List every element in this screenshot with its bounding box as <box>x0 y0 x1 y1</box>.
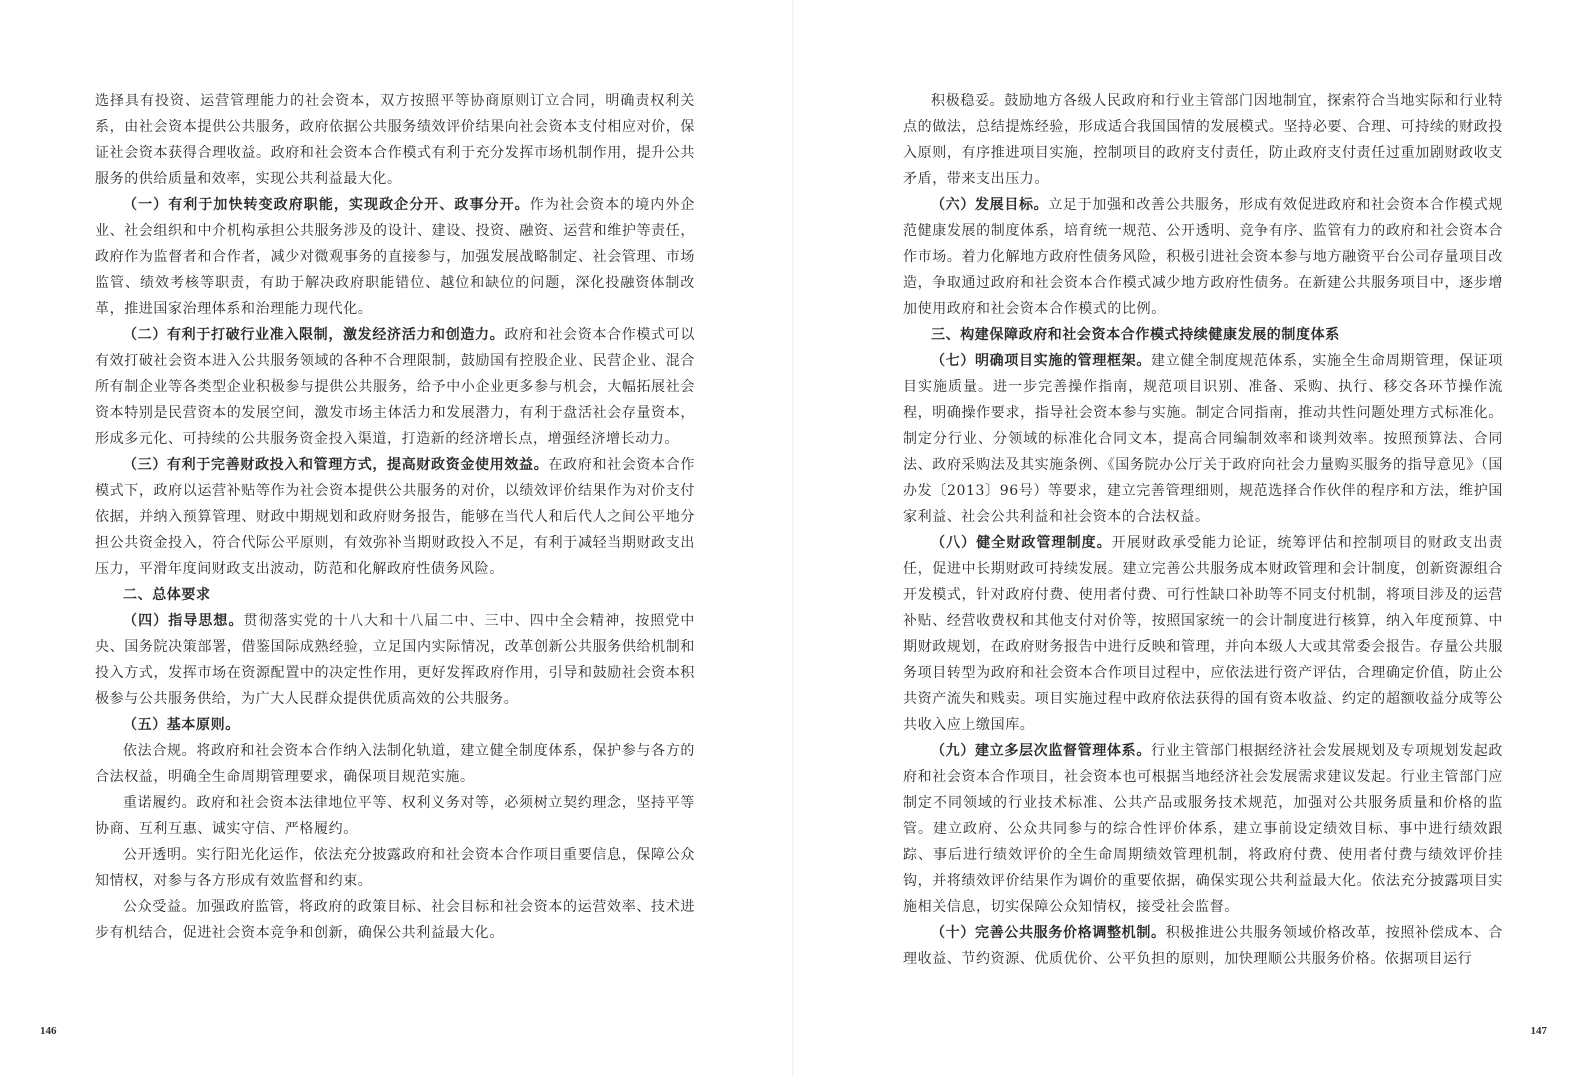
paragraph <box>903 192 1503 322</box>
paragraph: 公开透明。实行阳光化运作，依法充分披露政府和社会资本合作项目重要信息，保障公众知情权，对参与各方形成有效监督和约束。 <box>95 847 695 889</box>
page-number: 147 <box>1530 1025 1547 1037</box>
paragraph-body: 政府和社会资本合作模式可以有效打破社会资本进入公共服务领域的各种不合理限制，鼓励国有控股企业、民营企业、混合所有制企业等各类型企业积极参与提供公共服务，给予中小企业更多参与机会，大幅拓展社会资本特别是民营资本的发展空间，激发市场主体活力和发展潜力，有利于盘活社会存量资本，形成多元化、可持续的公共服务资金投入渠道，打造新的经济增长点，增强经济增长动力。 <box>95 327 695 447</box>
paragraph-body: 贯彻落实党的十八大和十八届二中、三中、四中全会精神，按照党中央、国务院决策部署，借鉴国际成熟经验，立足国内实际情况，改革创新公共服务供给机制和投入方式，发挥市场在资源配置中的决定性作用，更好发挥政府作用，引导和鼓励社会资本积极参与公共服务供给，为广大人民群众提供优质高效的公共服务。 <box>95 613 695 707</box>
paragraph <box>95 608 695 712</box>
right-page <box>794 0 1587 1077</box>
paragraph <box>95 712 695 738</box>
paragraph-lead: （十）完善公共服务价格调整机制。 <box>931 925 1166 941</box>
paragraph-lead: （八）健全财政管理制度。 <box>931 535 1112 551</box>
paragraph-body: 作为社会资本的境内外企业、社会组织和中介机构承担公共服务涉及的设计、建设、投资、融资、运营和维护等责任，政府作为监督者和合作者，减少对微观事务的直接参与，加强发展战略制定、社会管理、市场监管、绩效考核等职责，有助于解决政府职能错位、越位和缺位的问题，深化投融资体制改革，推进国家治理体系和治理能力现代化。 <box>95 197 695 317</box>
paragraph-lead: （七）明确项目实施的管理框架。 <box>931 353 1152 369</box>
paragraph-body: 积极推进公共服务领域价格改革，按照补偿成本、合理收益、节约资源、优质优价、公平负担的原则，加快理顺公共服务价格。依据项目运行 <box>903 925 1503 967</box>
paragraph-body: 立足于加强和改善公共服务，形成有效促进政府和社会资本合作模式规范健康发展的制度体系，培育统一规范、公开透明、竞争有序、监管有力的政府和社会资本合作市场。着力化解地方政府性债务风险，积极引进社会资本参与地方融资平台公司存量项目改造，争取通过政府和社会资本合作模式减少地方政府性债务。在新建公共服务项目中，逐步增加使用政府和社会资本合作模式的比例。 <box>903 197 1503 317</box>
left-page <box>0 0 793 1077</box>
section-heading: 二、总体要求 <box>123 587 211 603</box>
paragraph: 依法合规。将政府和社会资本合作纳入法制化轨道，建立健全制度体系，保护参与各方的合法权益，明确全生命周期管理要求，确保项目规范实施。 <box>95 743 695 785</box>
paragraph: 重诺履约。政府和社会资本法律地位平等、权利义务对等，必须树立契约理念，坚持平等协商、互利互惠、诚实守信、严格履约。 <box>95 795 695 837</box>
paragraph: 积极稳妥。鼓励地方各级人民政府和行业主管部门因地制宜，探索符合当地实际和行业特点的做法，总结提炼经验，形成适合我国国情的发展模式。坚持必要、合理、可持续的财政投入原则，有序推进项目实施，控制项目的政府支付责任，防止政府支付责任过重加剧财政收支矛盾，带来支出压力。 <box>903 93 1503 187</box>
paragraph-lead: （九）建立多层次监督管理体系。 <box>931 743 1152 759</box>
right-text-column <box>903 88 1503 972</box>
paragraph <box>903 920 1503 972</box>
left-text-column <box>95 88 695 946</box>
paragraph-body: 开展财政承受能力论证，统筹评估和控制项目的财政支出责任，促进中长期财政可持续发展。建立完善公共服务成本财政管理和会计制度，创新资源组合开发模式，针对政府付费、使用者付费、可行性缺口补助等不同支付机制，将项目涉及的运营补贴、经营收费权和其他支付对价等，按照国家统一的会计制度进行核算，纳入年度预算、中期财政规划，在政府财务报告中进行反映和管理，并向本级人大或其常委会报告。存量公共服务项目转型为政府和社会资本合作项目过程中，应依法进行资产评估，合理确定价值，防止公共资产流失和贱卖。项目实施过程中政府依法获得的国有资本收益、约定的超额收益分成等公共收入应上缴国库。 <box>903 535 1503 733</box>
paragraph-lead: （六）发展目标。 <box>931 197 1049 213</box>
paragraph: 选择具有投资、运营管理能力的社会资本，双方按照平等协商原则订立合同，明确责权利关系，由社会资本提供公共服务，政府依据公共服务绩效评价结果向社会资本支付相应对价，保证社会资本获得合理收益。政府和社会资本合作模式有利于充分发挥市场机制作用，提升公共服务的供给质量和效率，实现公共利益最大化。 <box>95 93 695 187</box>
page-number: 146 <box>40 1025 57 1037</box>
paragraph-body: 在政府和社会资本合作模式下，政府以运营补贴等作为社会资本提供公共服务的对价，以绩效评价结果作为对价支付依据，并纳入预算管理、财政中期规划和政府财务报告，能够在当代人和后代人之间公平地分担公共资金投入，符合代际公平原则，有效弥补当期财政投入不足，有利于减轻当期财政支出压力，平滑年度间财政支出波动，防范和化解政府性债务风险。 <box>95 457 696 577</box>
paragraph-lead: （三）有利于完善财政投入和管理方式，提高财政资金使用效益。 <box>123 457 549 473</box>
paragraph <box>95 192 695 322</box>
paragraph-lead: （五）基本原则。 <box>123 717 240 733</box>
section-heading: 三、构建保障政府和社会资本合作模式持续健康发展的制度体系 <box>931 327 1340 343</box>
paragraph <box>903 530 1503 738</box>
paragraph-body: 行业主管部门根据经济社会发展规划及专项规划发起政府和社会资本合作项目，社会资本也可根据当地经济社会发展需求建议发起。行业主管部门应制定不同领域的行业技术标准、公共产品或服务技术规范，加强对公共服务质量和价格的监管。建立政府、公众共同参与的综合性评价体系，建立事前设定绩效目标、事中进行绩效跟踪、事后进行绩效评价的全生命周期绩效管理机制，将政府付费、使用者付费与绩效评价挂钩，并将绩效评价结果作为调价的重要依据，确保实现公共利益最大化。依法充分披露项目实施相关信息，切实保障公众知情权，接受社会监督。 <box>903 743 1503 915</box>
paragraph <box>95 322 695 452</box>
paragraph-lead: （四）指导思想。 <box>123 613 244 629</box>
paragraph <box>903 738 1503 920</box>
paragraph <box>95 452 695 582</box>
paragraph-lead: （一）有利于加快转变政府职能，实现政企分开、政事分开。 <box>123 197 530 213</box>
paragraph-body: 建立健全制度规范体系，实施全生命周期管理，保证项目实施质量。进一步完善操作指南，规范项目识别、准备、采购、执行、移交各环节操作流程，明确操作要求，指导社会资本参与实施。制定合同指南，推动共性问题处理方式标准化。制定分行业、分领域的标准化合同文本，提高合同编制效率和谈判效率。按照预算法、合同法、政府采购法及其实施条例、《国务院办公厅关于政府向社会力量购买服务的指导意见》（国办发〔2013〕96号）等要求，建立完善管理细则，规范选择合作伙伴的程序和方法，维护国家利益、社会公共利益和社会资本的合法权益。 <box>903 353 1503 525</box>
paragraph <box>903 348 1503 530</box>
paragraph-lead: （二）有利于打破行业准入限制，激发经济活力和创造力。 <box>123 327 505 343</box>
paragraph: 公众受益。加强政府监管，将政府的政策目标、社会目标和社会资本的运营效率、技术进步有机结合，促进社会资本竞争和创新，确保公共利益最大化。 <box>95 899 695 941</box>
